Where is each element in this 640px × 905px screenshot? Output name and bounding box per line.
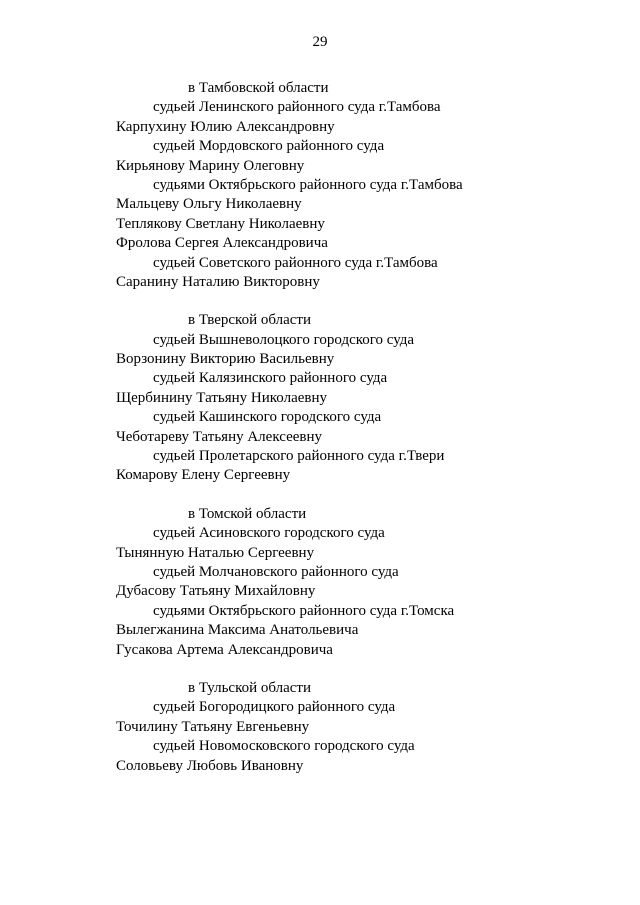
court-line: судьей Новомосковского городского суда xyxy=(153,738,415,755)
court-line: судьей Богородицкого районного суда xyxy=(153,699,396,716)
person-line: Фролова Сергея Александровича xyxy=(116,235,328,252)
person-line: Вылегжанина Максима Анатольевича xyxy=(116,622,359,639)
person-line: Карпухину Юлию Александровну xyxy=(116,118,335,135)
person-line: Теплякову Светлану Николаевну xyxy=(116,215,325,232)
court-line: судьей Кашинского городского суда xyxy=(153,409,382,426)
court-line: судьей Мордовского районного суда xyxy=(153,138,385,155)
page-number: 29 xyxy=(312,34,328,50)
person-line: Чеботареву Татьяну Алексеевну xyxy=(116,428,323,445)
section-tula xyxy=(0,679,640,776)
person-line: Точилину Татьяну Евгеньевну xyxy=(116,718,310,735)
person-line: Щербинину Татьяну Николаевну xyxy=(116,389,328,406)
person-line: Ворзонину Викторию Васильевну xyxy=(116,351,335,368)
region-heading: в Тверской области xyxy=(188,312,312,329)
section-tomsk xyxy=(0,505,640,660)
court-line: судьей Советского районного суда г.Тамбова xyxy=(153,254,438,271)
region-heading: в Тульской области xyxy=(188,679,312,696)
person-line: Тынянную Наталью Сергеевну xyxy=(116,544,315,561)
court-line: судьями Октябрьского районного суда г.Тамбова xyxy=(153,176,463,193)
court-line: судьей Калязинского районного суда xyxy=(153,370,388,387)
court-line: судьей Пролетарского районного суда г.Твери xyxy=(153,448,445,465)
section-tambov xyxy=(0,79,640,292)
person-line: Дубасову Татьяну Михайловну xyxy=(116,583,316,600)
document-body xyxy=(0,79,640,795)
section-tver xyxy=(0,311,640,486)
court-line: судьей Вышневолоцкого городского суда xyxy=(153,331,415,348)
region-heading: в Тамбовской области xyxy=(188,80,329,96)
court-line: судьей Асиновского городского суда xyxy=(153,525,385,542)
region-heading: в Томской области xyxy=(188,505,307,522)
person-line: Кирьянову Марину Олеговну xyxy=(116,157,305,174)
court-line: судьями Октябрьского районного суда г.Томска xyxy=(153,602,455,619)
person-line: Соловьеву Любовь Ивановну xyxy=(116,757,304,774)
person-line: Гусакова Артема Александровича xyxy=(116,641,333,658)
court-line: судьей Молчановского районного суда xyxy=(153,563,399,580)
person-line: Комарову Елену Сергеевну xyxy=(116,467,291,484)
court-line: судьей Ленинского районного суда г.Тамбова xyxy=(153,99,441,116)
person-line: Мальцеву Ольгу Николаевну xyxy=(116,196,302,213)
person-line: Саранину Наталию Викторовну xyxy=(116,273,320,290)
